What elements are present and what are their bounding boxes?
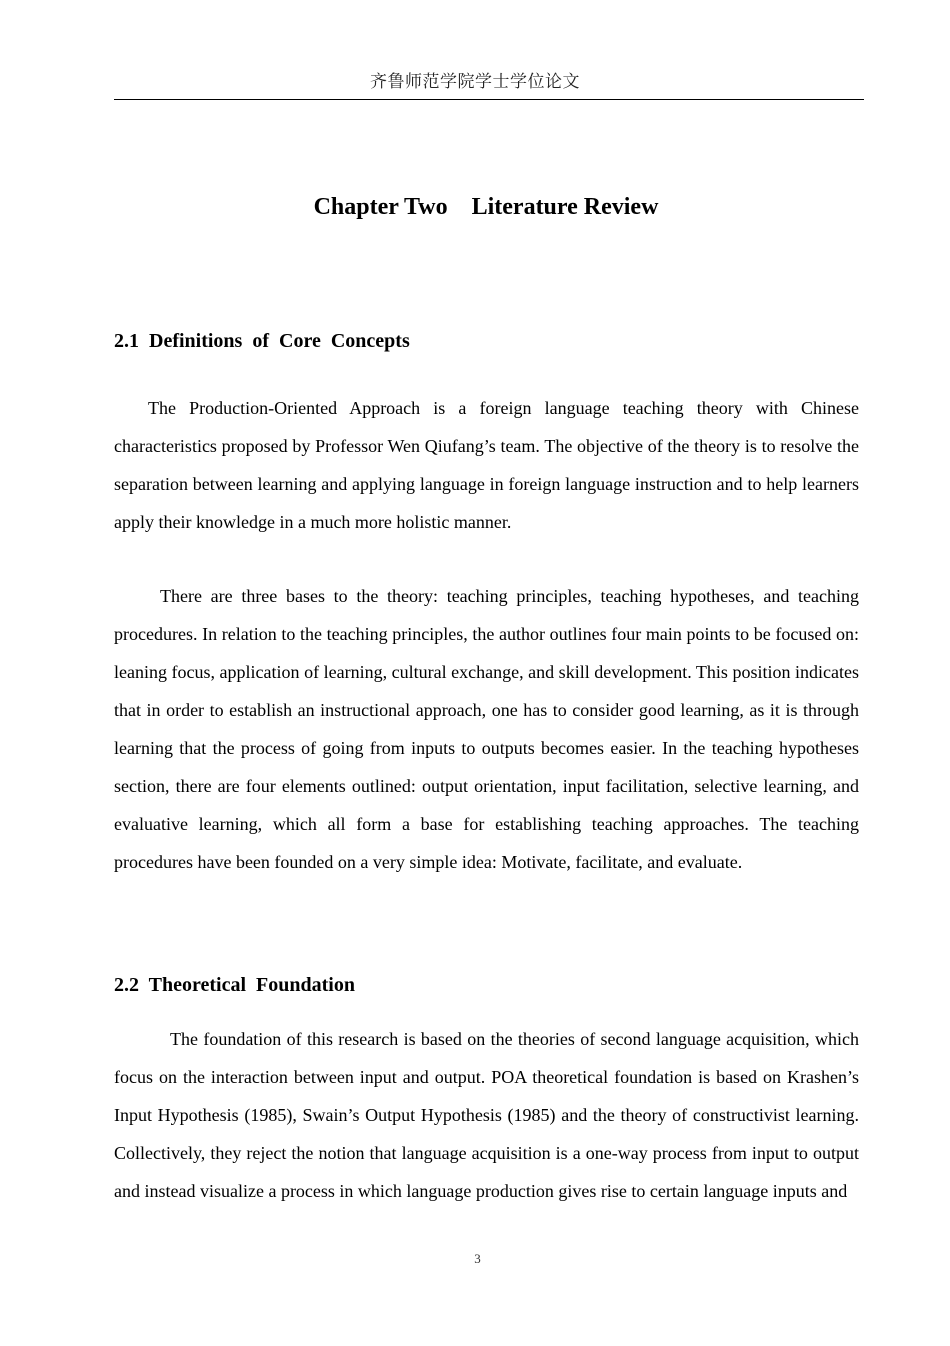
paragraph-poa-definition: The Production-Oriented Approach is a foreign language teaching theory with Chinese characteristics proposed by Professor Wen Qiufang’s team. The objective of the theory is to resolve the separation between learning and applying language in foreign language instruction and to help learners apply their knowledge in a much more holistic manner.	[114, 398, 859, 532]
chapter-title: Chapter Two Literature Review	[313, 194, 659, 220]
section-heading-2-1: 2.1 Definitions of Core Concepts	[114, 330, 410, 352]
running-header: 齐鲁师范学院学士学位论文	[370, 72, 580, 92]
paragraph-three-bases: There are three bases to the theory: teaching principles, teaching hypotheses, and teaching procedures. In relation to the teaching principles, the author outlines four main points to be focused on: leaning focus, application of learning, cultural exchange, and skill development. This position indicates that in order to establish an instructional approach, one has to consider good learning, as it is through learning that the process of going from inputs to outputs becomes easier. In the teaching hypotheses section, there are four elements outlined: output orientation, input facilitation, selective learning, and evaluative learning, which all form a base for establishing teaching approaches. The teaching procedures have been founded on a very simple idea: Motivate, facilitate, and evaluate.	[114, 586, 859, 872]
paragraph-theoretical-foundation: The foundation of this research is based on the theories of second language acquisition, which focus on the interaction between input and output. POA theoretical foundation is based on Krashen’s Input Hypothesis (1985), Swain’s Output Hypothesis (1985) and the theory of constructivist learning. Collectively, they reject the notion that language acquisition is a one-way process from input to output and instead visualize a process in which language production gives rise to certain language inputs and	[114, 1029, 859, 1201]
section-heading-2-2: 2.2 Theoretical Foundation	[114, 974, 355, 996]
header-rule	[114, 99, 864, 100]
page-number: 3	[474, 1251, 481, 1266]
